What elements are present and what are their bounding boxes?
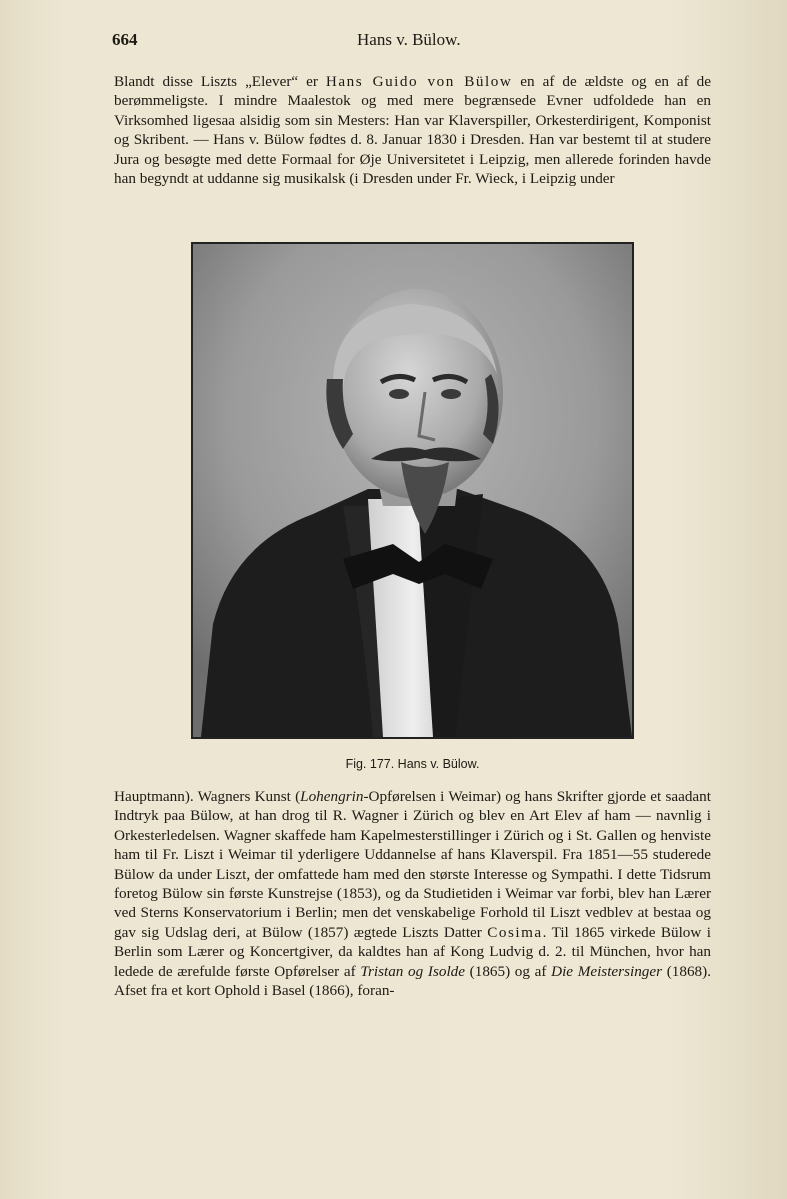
intro-text-start: Blandt disse Liszts „Elever“ er [114, 73, 326, 90]
name-highlight: Hans Guido von Bülow [325, 73, 513, 90]
opera-title-lohengrin: Lohengrin [300, 788, 364, 805]
portrait-figure [191, 242, 634, 739]
text-segment: Hauptmann). Wagners Kunst ( [114, 788, 301, 805]
paragraph-continuation [114, 787, 711, 1000]
paragraph-intro [114, 72, 711, 188]
text-segment: -Opførelsen i Weimar) og hans Skrifter gjorde et saadant Indtryk paa Bülow, at han drog til R. Wagner i Zürich og blev en Art Elev af ham — navnlig i Orkesterledelsen. Wagner skaffede ham Kapelmesterstillinger i Zürich og i St. Gallen og henviste ham til Fr. Liszt i Weimar til yderligere Uddannelse af hans Klaverspil. Fra 1851—55 studerede Bülow da under Liszt, der omfattede ham med den største Interesse og Sympathi. I dette Tidsrum foretog Bülow sin første Kunstrejse (1853), og da Studietiden i Weimar var forbi, blev han Lærer ved Sterns Konservatorium i Berlin; men det venskabelige Forhold til Liszt vedblev at bestaa og gav sig Udslag deri, at Bülow (1857) ægtede Liszts Datter [114, 788, 711, 941]
page-header [112, 30, 712, 56]
text-segment: (1865) og af [465, 962, 552, 980]
text-segment: . Til 1865 virkede Bülow i Berlin som Lærer og Koncertgiver, da kaldtes han af Kong Ludvig d. 2. til München, hvor han ledede de ærefulde første Opførelser af [114, 923, 711, 980]
portrait-image [193, 244, 632, 737]
figure-caption: Fig. 177. Hans v. Bülow. [345, 757, 480, 771]
opera-title-meistersinger: Die Meistersinger [551, 962, 663, 980]
text-segment: (1868). Afset fra et kort Ophold i Basel (1866), foran- [114, 962, 712, 1000]
opera-title-tristan: Tristan og Isolde [360, 962, 466, 980]
intro-text-rest: en af de ældste og en af de berømmeligste. I mindre Maalestok og med mere begrænsede Evner udfoldede han en Virksomhed ligesaa alsidig som sin Mesters: Han var Klaverspiller, Orkesterdirigent, Komponist og Skribent. — Hans v. Bülow fødtes d. 8. Januar 1830 i Dresden. Han var bestemt til at studere Jura og besøgte med dette Formaal for Øje Universitetet i Leipzig, men allerede forinden havde han begyndt at uddanne sig musikalsk (i Dresden under Fr. Wieck, i Leipzig under [114, 73, 712, 188]
page-number: 664 [112, 30, 138, 49]
running-title: Hans v. Bülow. [357, 30, 461, 49]
name-cosima: Cosima [487, 923, 543, 941]
